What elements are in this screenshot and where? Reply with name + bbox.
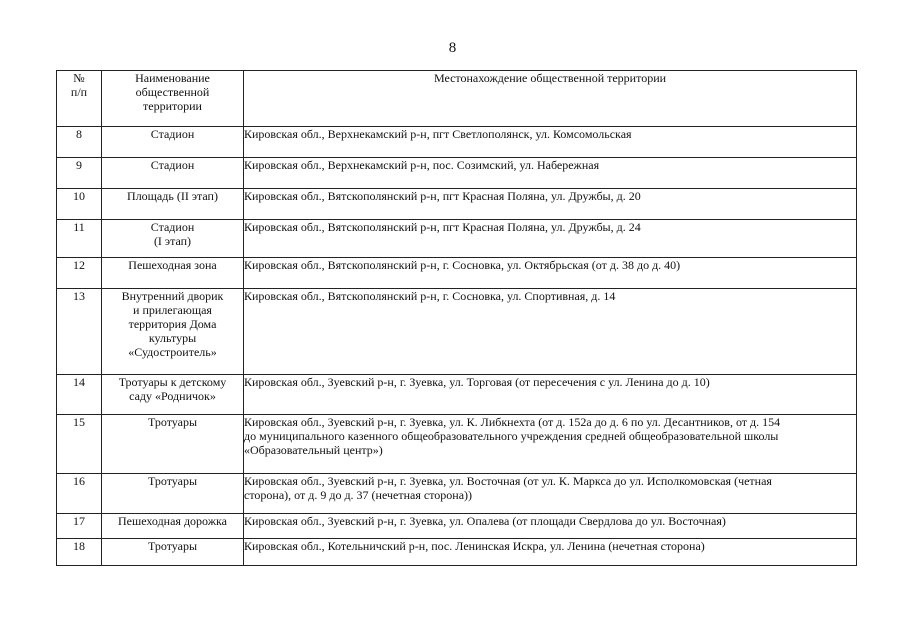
row-number: 13 bbox=[57, 289, 102, 375]
row-name: Стадион (I этап) bbox=[102, 220, 244, 258]
page-number: 8 bbox=[448, 40, 457, 56]
row-location: Кировская обл., Верхнекамский р-н, пгт Светлополянск, ул. Комсомольская bbox=[244, 127, 857, 158]
header-number: № п/п bbox=[57, 71, 102, 127]
row-location: Кировская обл., Вятскополянский р-н, пгт Красная Поляна, ул. Дружбы, д. 24 bbox=[244, 220, 857, 258]
row-number: 18 bbox=[57, 539, 102, 566]
row-name: Тротуары к детскому саду «Родничок» bbox=[102, 375, 244, 415]
row-location: Кировская обл., Вятскополянский р-н, пгт Красная Поляна, ул. Дружбы, д. 20 bbox=[244, 189, 857, 220]
row-name: Тротуары bbox=[102, 415, 244, 474]
territories-table bbox=[56, 70, 857, 566]
table-row bbox=[57, 375, 857, 415]
row-name: Пешеходная дорожка bbox=[102, 514, 244, 539]
row-name: Площадь (II этап) bbox=[102, 189, 244, 220]
table-header-row bbox=[57, 71, 857, 127]
table-row bbox=[57, 474, 857, 514]
table-row bbox=[57, 220, 857, 258]
row-name: Тротуары bbox=[102, 539, 244, 566]
table-row bbox=[57, 539, 857, 566]
table-row bbox=[57, 514, 857, 539]
row-location: Кировская обл., Верхнекамский р-н, пос. Созимский, ул. Набережная bbox=[244, 158, 857, 189]
row-name: Внутренний дворик и прилегающая территория Дома культуры «Судостроитель» bbox=[102, 289, 244, 375]
row-number: 16 bbox=[57, 474, 102, 514]
row-name: Пешеходная зона bbox=[102, 258, 244, 289]
table-row bbox=[57, 189, 857, 220]
row-number: 8 bbox=[57, 127, 102, 158]
row-number: 9 bbox=[57, 158, 102, 189]
header-location: Местонахождение общественной территории bbox=[244, 71, 857, 127]
row-number: 11 bbox=[57, 220, 102, 258]
row-location: Кировская обл., Зуевский р-н, г. Зуевка, ул. Восточная (от ул. К. Маркса до ул. Исполкомовская (четная сторона), от д. 9 до д. 37 (нечетная сторона)) bbox=[244, 474, 857, 514]
table-row bbox=[57, 127, 857, 158]
table-row bbox=[57, 415, 857, 474]
row-location: Кировская обл., Зуевский р-н, г. Зуевка, ул. Опалева (от площади Свердлова до ул. Восточная) bbox=[244, 514, 857, 539]
row-location: Кировская обл., Зуевский р-н, г. Зуевка, ул. К. Либкнехта (от д. 152а до д. 6 по ул. Десантников, от д. 154 до муниципального казенного общеобразовательного учреждения средней общеобразовательной школы «Образовательный центр») bbox=[244, 415, 857, 474]
table-row bbox=[57, 289, 857, 375]
header-name: Наименование общественной территории bbox=[102, 71, 244, 127]
row-location: Кировская обл., Котельничский р-н, пос. Ленинская Искра, ул. Ленина (нечетная сторона) bbox=[244, 539, 857, 566]
row-location: Кировская обл., Вятскополянский р-н, г. Сосновка, ул. Октябрьская (от д. 38 до д. 40) bbox=[244, 258, 857, 289]
row-location: Кировская обл., Вятскополянский р-н, г. Сосновка, ул. Спортивная, д. 14 bbox=[244, 289, 857, 375]
row-location: Кировская обл., Зуевский р-н, г. Зуевка, ул. Торговая (от пересечения с ул. Ленина до д. 10) bbox=[244, 375, 857, 415]
row-name: Стадион bbox=[102, 127, 244, 158]
table-row bbox=[57, 258, 857, 289]
row-number: 17 bbox=[57, 514, 102, 539]
table-row bbox=[57, 158, 857, 189]
row-number: 10 bbox=[57, 189, 102, 220]
row-number: 14 bbox=[57, 375, 102, 415]
row-name: Тротуары bbox=[102, 474, 244, 514]
row-number: 12 bbox=[57, 258, 102, 289]
row-name: Стадион bbox=[102, 158, 244, 189]
row-number: 15 bbox=[57, 415, 102, 474]
